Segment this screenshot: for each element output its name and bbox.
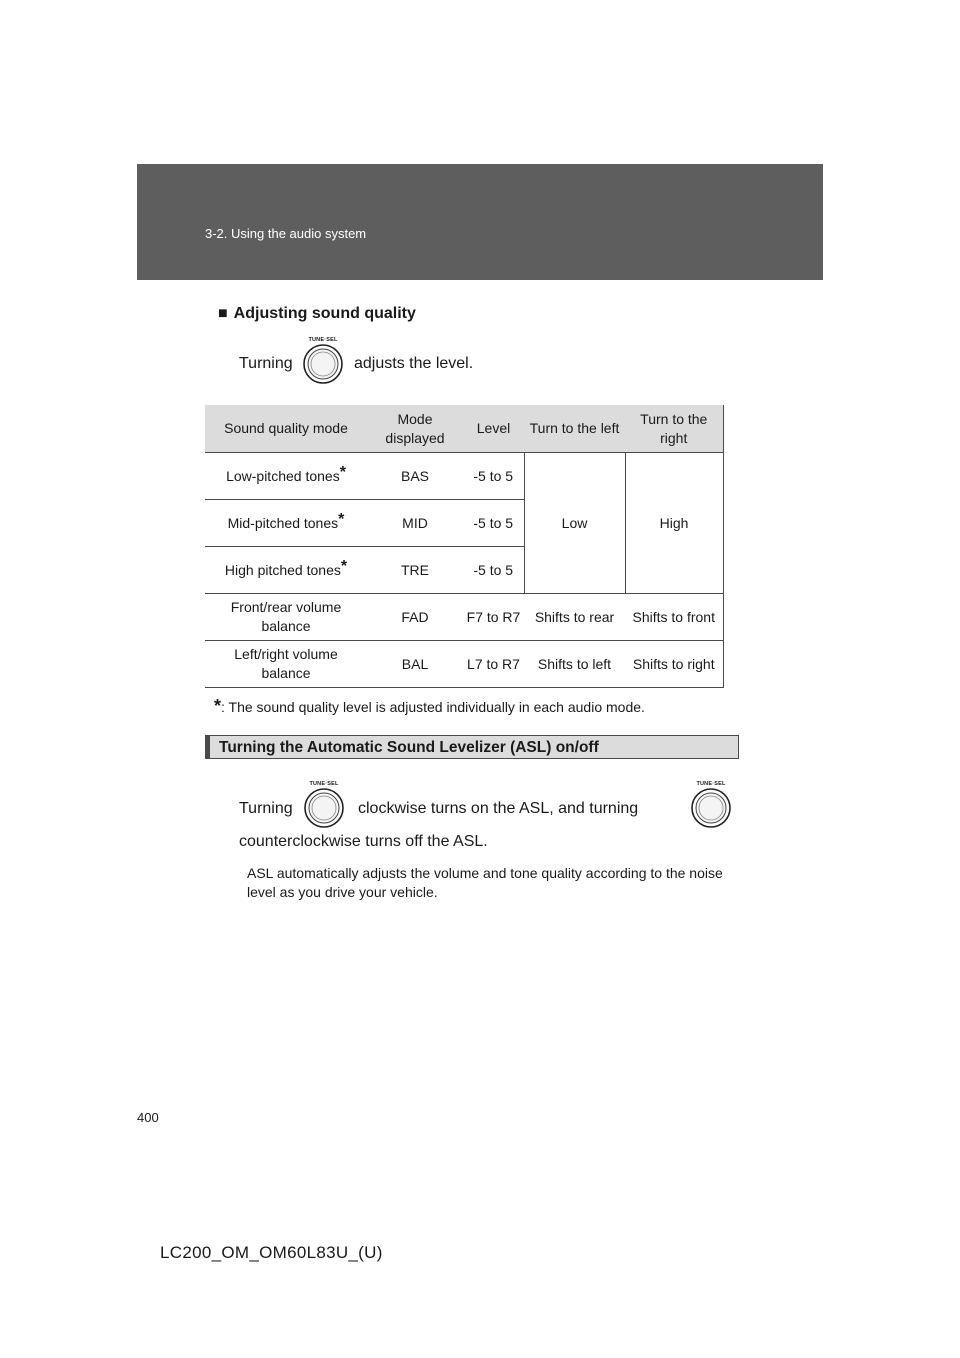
row-mode: Mid-pitched tones*	[205, 500, 367, 547]
page-number: 400	[137, 1110, 159, 1125]
footnote-text: : The sound quality level is adjusted individually in each audio mode.	[221, 699, 645, 715]
adjusts-text: adjusts the level.	[354, 355, 474, 372]
asterisk: *	[340, 557, 348, 575]
header-left: Turn to the left	[524, 405, 625, 453]
tune-sel-knob-icon	[298, 337, 348, 385]
table-row	[205, 453, 723, 500]
row-mode: Low-pitched tones*	[205, 453, 367, 500]
row-mode: Front/rear volume balance	[205, 594, 367, 641]
table-row	[205, 641, 723, 688]
document-code: LC200_OM_OM60L83U_(U)	[160, 1243, 383, 1262]
row-display: BAL	[367, 641, 463, 688]
table-row	[205, 594, 723, 641]
header-display: Mode displayed	[367, 405, 463, 453]
sound-quality-heading	[218, 305, 416, 323]
knob-label: TUNE·SEL	[696, 781, 726, 787]
row-mode: High pitched tones*	[205, 547, 367, 594]
row-mode: Left/right volume balance	[205, 641, 367, 688]
row-level: -5 to 5	[463, 453, 524, 500]
asl-note: ASL automatically adjusts the volume and tone quality according to the noise level as you drive your vehicle.	[247, 865, 723, 900]
row-display: FAD	[367, 594, 463, 641]
header-mode: Sound quality mode	[205, 405, 367, 453]
row-left: Shifts to rear	[524, 594, 625, 641]
asl-counterclockwise-text: counterclockwise turns off the ASL.	[239, 833, 488, 850]
asterisk: *	[339, 463, 346, 481]
row-level: -5 to 5	[463, 500, 524, 547]
footnote-star: *	[214, 696, 222, 716]
sound-quality-title: Adjusting sound quality	[233, 305, 416, 322]
row-right: Shifts to right	[625, 641, 723, 688]
row-level: -5 to 5	[463, 547, 524, 594]
section-title: 3-2. Using the audio system	[205, 226, 367, 241]
asl-clockwise-text: clockwise turns on the ASL, and turning	[358, 800, 639, 817]
knob-graphic	[690, 787, 732, 829]
row-display: BAS	[367, 453, 463, 500]
row-display: TRE	[367, 547, 463, 594]
knob-label: TUNE·SEL	[309, 781, 339, 787]
row-level: F7 to R7	[463, 594, 524, 641]
knob-graphic	[303, 787, 345, 829]
row-left: Shifts to left	[524, 641, 625, 688]
header-right: Turn to the right	[625, 405, 723, 453]
tune-sel-knob-icon	[686, 781, 736, 829]
header-band	[137, 164, 823, 280]
row-right: Shifts to front	[625, 594, 723, 641]
turning-text-1: Turning	[239, 355, 293, 372]
asl-heading: Turning the Automatic Sound Levelizer (ASL) on/off	[219, 739, 599, 756]
asl-heading-box	[205, 735, 739, 759]
sound-quality-table	[205, 405, 724, 688]
row-display: MID	[367, 500, 463, 547]
row-level: L7 to R7	[463, 641, 524, 688]
heading-square-marker: ■	[218, 305, 228, 322]
footnote	[214, 696, 645, 717]
asterisk: *	[338, 510, 345, 528]
merged-right-cell: High	[625, 453, 723, 594]
merged-left-cell: Low	[524, 453, 625, 594]
knob-graphic	[302, 343, 344, 385]
header-level: Level	[463, 405, 524, 453]
knob-label: TUNE·SEL	[308, 337, 338, 343]
asl-turning-text: Turning	[239, 800, 293, 817]
tune-sel-knob-icon	[299, 781, 349, 829]
table-header-row	[205, 405, 723, 453]
